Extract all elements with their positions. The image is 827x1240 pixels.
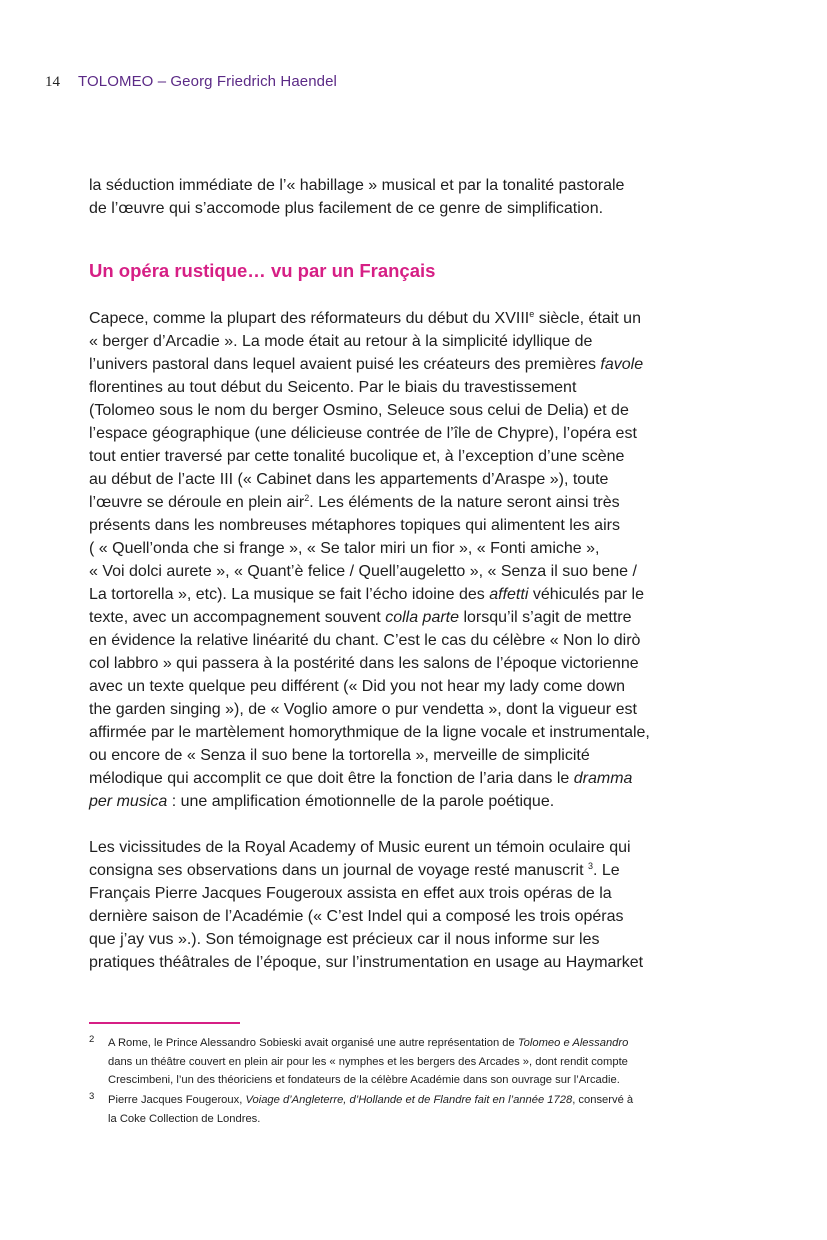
text-line: dernière saison de l’Académie (« C’est Indel qui a composé les trois opéras xyxy=(89,908,624,925)
footnote-line: dans un théâtre couvert en plein air pour les « nymphes et les bergers des Arcades », dont rendit compte xyxy=(108,1055,628,1068)
text-line: col labbro » qui passera à la postérité dans les salons de l’époque victorienne xyxy=(89,655,639,672)
footnote-2 xyxy=(89,1034,749,1090)
footnote-rule xyxy=(89,1022,240,1024)
text-line: l’œuvre se déroule en plein air$^2$. Les éléments de la nature seront ainsi très xyxy=(89,493,620,511)
section-heading: Un opéra rustique… vu par un Français xyxy=(89,260,436,281)
text-line: the garden singing »), de « Voglio amore o pur vendetta », dont la vigueur est xyxy=(89,701,637,718)
text-line: Français Pierre Jacques Fougeroux assista en effet aux trois opéras de la xyxy=(89,885,612,902)
text-line: Capece, comme la plupart des réformateurs du début du XVIIIe siècle, était un xyxy=(89,309,641,327)
text-line: la séduction immédiate de l’« habillage » musical et par la tonalité pastorale xyxy=(89,177,625,194)
text-line: consigna ses observations dans un journal de voyage resté manuscrit $^3$. Le xyxy=(89,861,620,879)
text-line: pratiques théâtrales de l’époque, sur l’instrumentation en usage au Haymarket xyxy=(89,954,644,971)
page-header xyxy=(45,73,337,91)
page-number: 14 xyxy=(45,74,60,90)
text-line: ( « Quell’onda che si frange », « Se talor miri un fior », « Fonti amiche », xyxy=(89,540,600,557)
text-line: affirmée par le martèlement homorythmique de la ligne vocale et instrumentale, xyxy=(89,724,650,741)
text-line: « berger d’Arcadie ». La mode était au retour à la simplicité idyllique de xyxy=(89,333,593,350)
text-line: que j’ay vus ».). Son témoignage est précieux car il nous informe sur les xyxy=(89,931,600,948)
running-title: TOLOMEO – Georg Friedrich Haendel xyxy=(78,73,337,90)
footnote-line: la Coke Collection de Londres. xyxy=(108,1112,261,1125)
paragraph-1 xyxy=(89,307,740,813)
text-line: en évidence la relative linéarité du chant. C’est le cas du célèbre « Non lo dirò xyxy=(89,632,641,649)
text-line: (Tolomeo sous le nom du berger Osmino, Seleuce sous celui de Delia) et de xyxy=(89,402,629,419)
text-line: per musica : une amplification émotionnelle de la parole poétique. xyxy=(89,793,555,810)
text-line: Les vicissitudes de la Royal Academy of Music eurent un témoin oculaire qui xyxy=(89,839,631,856)
footnote-line: Pierre Jacques Fougeroux, Voiage d’Angleterre, d’Hollande et de Flandre fait en l’année 1728, conservé à xyxy=(108,1094,634,1106)
footnote-number: 3 xyxy=(89,1091,95,1102)
body-text xyxy=(89,307,740,974)
text-line: avec un texte quelque peu différent (« Did you not hear my lady come down xyxy=(89,678,626,695)
paragraph-2 xyxy=(89,836,740,974)
text-line: « Voi dolci aurete », « Quant’è felice / Quell’augeletto », « Senza il suo bene / xyxy=(89,563,637,580)
text-line: tout entier traversé par cette tonalité bucolique et, à l’exception d’une scène xyxy=(89,448,625,465)
text-line: ou encore de « Senza il suo bene la tortorella », merveille de simplicité xyxy=(89,747,590,764)
footnote-ref-3: 3 xyxy=(587,861,593,871)
text-line: l’espace géographique (une délicieuse contrée de l’île de Chypre), l’opéra est xyxy=(89,425,637,442)
footnote-3 xyxy=(89,1091,749,1128)
text-line: florentines au tout début du Seicento. Par le biais du travestissement xyxy=(89,379,577,396)
text-line: au début de l’acte III (« Cabinet dans les appartements d’Araspe »), toute xyxy=(89,471,609,488)
text-line: présents dans les nombreuses métaphores topiques qui alimentent les airs xyxy=(89,517,620,534)
footnote-number: 2 xyxy=(89,1034,95,1045)
text-line: mélodique qui accomplit ce que doit être la fonction de l’aria dans le dramma xyxy=(89,770,633,787)
footnote-line: A Rome, le Prince Alessandro Sobieski avait organisé une autre représentation de Tolomeo e Alessandro xyxy=(108,1037,629,1049)
text-line: texte, avec un accompagnement souvent colla parte lorsqu’il s’agit de mettre xyxy=(89,609,632,626)
text-line: de l’œuvre qui s’accomode plus facilement de ce genre de simplification. xyxy=(89,200,604,217)
text-line: La tortorella », etc). La musique se fait l’écho idoine des affetti véhiculés par le xyxy=(89,586,644,603)
intro-paragraph xyxy=(89,174,739,220)
text-line: l’univers pastoral dans lequel avaient puisé les créateurs des premières favole xyxy=(89,356,644,373)
footnote-line: Crescimbeni, l’un des théoriciens et fondateurs de la célèbre Académie dans son ouvrage sur l’Arcadie. xyxy=(108,1074,620,1086)
footnote-ref-2: 2 xyxy=(304,493,310,503)
